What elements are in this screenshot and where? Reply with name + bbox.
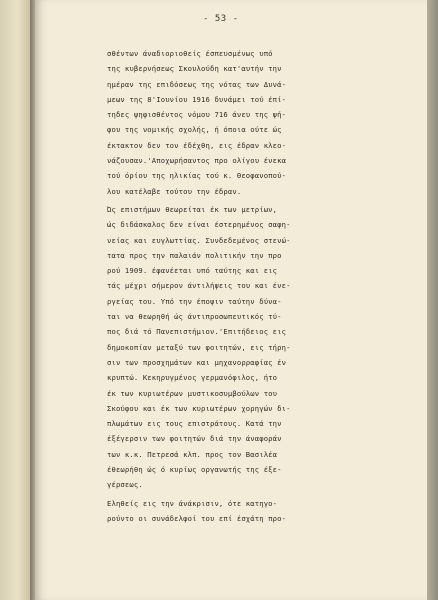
text-line: έξέγερσιν των φοιτητών διά την άναφοράν	[107, 434, 282, 444]
text-line: σθέντων άναδιοριοθείς έσπευσμένως υπό	[107, 49, 273, 58]
text-line: μεων της 8'Ιουνίου 1916 δυνάμει τού έπί-	[107, 94, 287, 104]
text-line: πλωμάτων εις τους επιστράτους. Κατά την	[107, 419, 282, 429]
text-line: δημοκοπίαν μεταξύ των φοιτητών, εις τήρη-	[107, 342, 291, 352]
text-line: ρού 1909. έφανέεται υπό ταύτης και εις	[107, 266, 278, 276]
text-line: λου κατέλαβε τούτου την έδραν.	[107, 186, 242, 196]
text-line: νείας και ευγλωττίας. Συνδεδεμένος στενώ-	[107, 235, 291, 245]
text-line: σιν των προσχημάτων και μηχανορραφίας έν	[107, 357, 287, 367]
text-line: Σκούφου και έκ των κυριωτέρων χορηγών δι-	[107, 403, 291, 413]
text-line: ργείας του. Υπό την έποψιν ταύτην δύνα-	[107, 296, 282, 306]
text-line: ρούντο οι συνάδελφοί του επί έσχάτη προ-	[107, 513, 287, 523]
typed-page	[35, 0, 427, 600]
paragraph-2	[107, 202, 419, 493]
text-line: έκτακτον δεν τον έδέχθη, εις έδραν κλεο-	[107, 140, 287, 150]
text-line: έθεωρήθη ώς ό κυρίως οργανωτής της έξε-	[107, 465, 282, 475]
text-line: γέρσεως.	[107, 480, 143, 490]
text-line: ημέραν της επιδόσεως της νότας των Δυνά-	[107, 79, 287, 89]
left-page-edge	[0, 0, 32, 600]
text-line: ώς διδάσκαλος δεν είναι έστερημένος σαφη-	[107, 220, 291, 230]
text-line: τηδες ψηφισθέντος νόμου 716 άνευ της ψή-	[107, 110, 287, 120]
text-line: της κυβερνήσεως Σκουλούδη κατ'αυτήν την	[107, 64, 282, 74]
text-line: των κ.κ. Πετρεσά κλπ. προς τον Βασιλέα	[107, 449, 278, 459]
text-line: φου της νομικής σχολής, ή όποια ούτε ώς	[107, 125, 282, 135]
text-line: Εληθείς εις την άνάκρισιν, ότε κατηγο-	[107, 498, 278, 508]
text-line: νάζουσαν.'Αποχωρήσαντος προ ολίγου ένεκα	[107, 156, 287, 166]
text-line: ται να θεωρηθή ώς άντιπροσωπευτικός τύ-	[107, 312, 282, 322]
text-line: τάς μέχρι σήμερον άντιλήψεις του και ένε-	[107, 281, 291, 291]
text-line: κρυπτώ. Κεκηρυγμένος γερμανόφιλος, ήτο	[107, 373, 278, 383]
page-number: - 53 -	[203, 14, 239, 24]
paragraph-3	[107, 496, 419, 527]
text-line: τατα προς την παλαιάν πολιτικήν την προ	[107, 250, 282, 260]
text-line: τού όρίου της ηλικίας τού κ. Θεοφανοπού-	[107, 171, 287, 181]
right-edge-shadow	[427, 0, 438, 600]
text-line: έκ των κυριωτέρων μυστικοσυμβούλων του	[107, 388, 278, 398]
text-line: πος διά τό Πανεπιστήμιον.'Επιτήδειος εις	[107, 327, 287, 337]
text-line: Ώς επιστήμων θεωρείται έκ των μετρίων,	[107, 204, 278, 214]
paragraph-1	[107, 46, 419, 199]
typed-text	[107, 46, 419, 526]
